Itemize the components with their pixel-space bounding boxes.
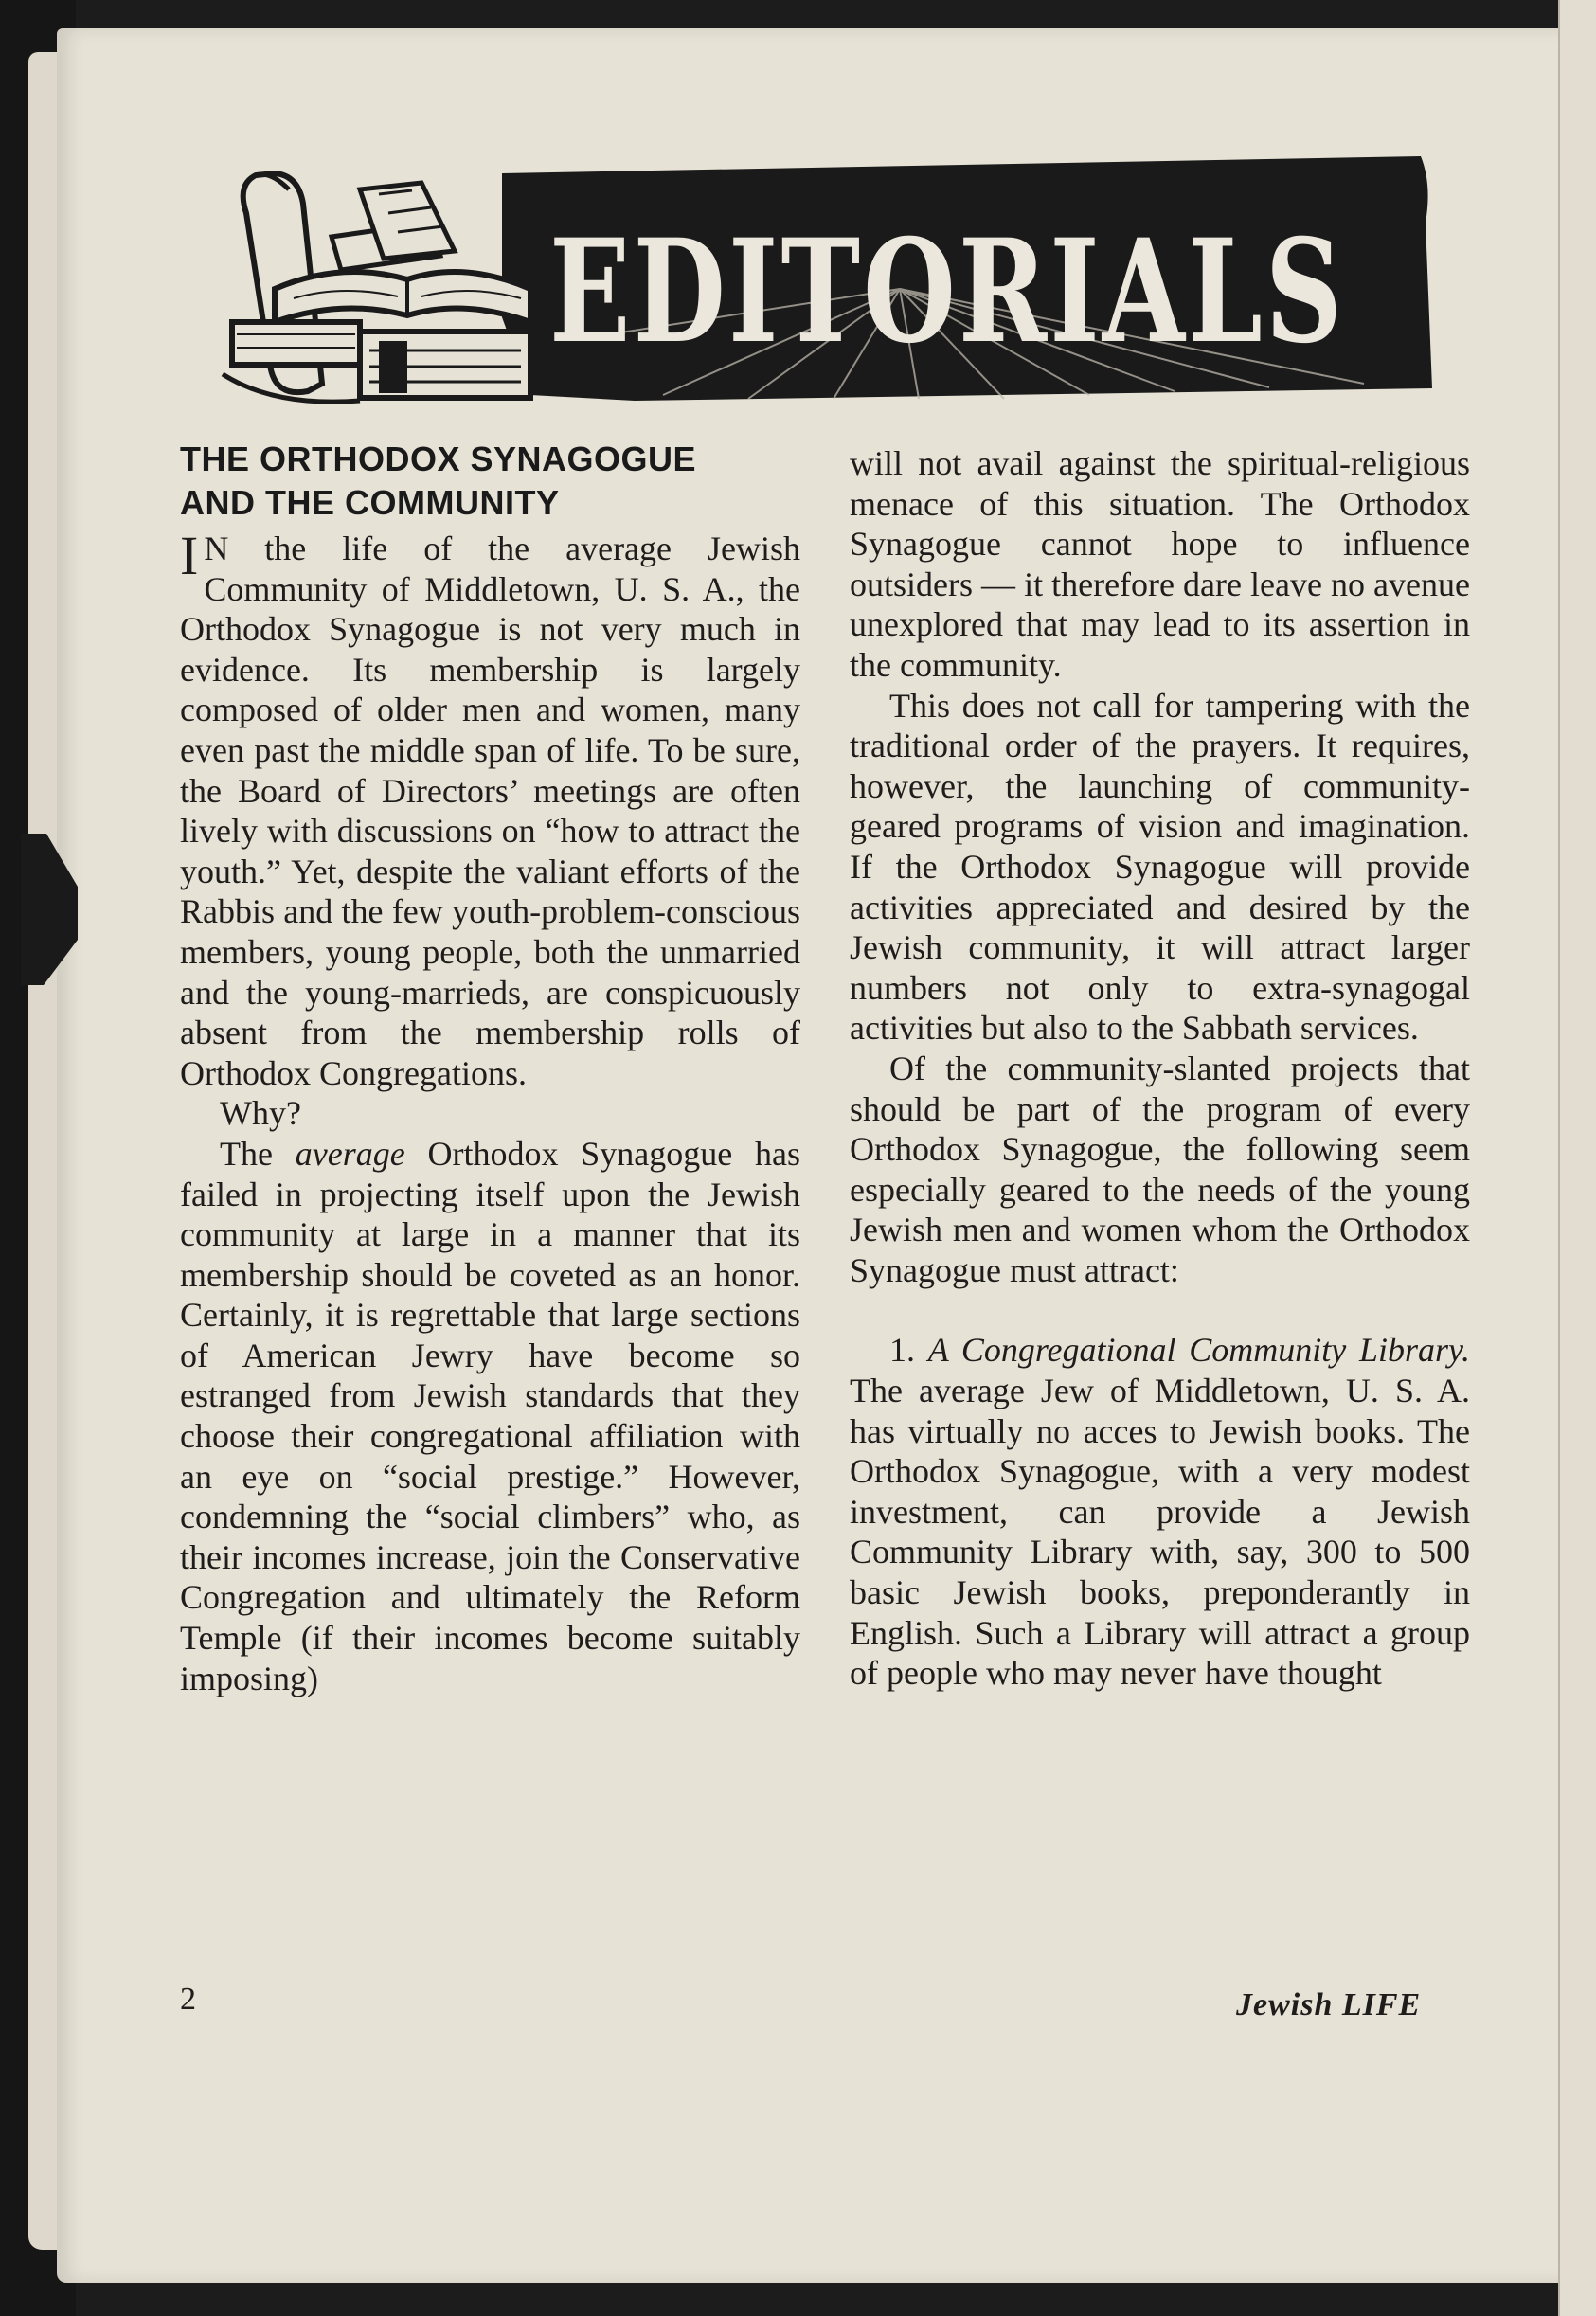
list-number: 1. bbox=[889, 1331, 928, 1370]
text-run: The bbox=[220, 1134, 296, 1173]
paragraph-projects: Of the community-slanted projects that should be part of the program of every Orthodox Synagogue, the following seem especially geared to the needs of the young Jewish men and women whom the Orthodox Synagogue must attract: bbox=[850, 1049, 1470, 1289]
paragraph-intro bbox=[180, 525, 800, 1093]
next-page-edge bbox=[1558, 0, 1596, 2316]
text-run: Orthodox Synagogue has failed in projecting itself upon the Jewish community at large in a manner that its membership should be coveted as an honor. Certainly, it is regrettable that large sections of American Jewry have become so estranged from Jewish standards that they choose their congregational affiliation with an eye on “social prestige.” However, condemning the “social climbers” who, as their incomes increase, join the Conservative Congregation and ultimately the Reform Temple (if their incomes become suitably imposing) bbox=[180, 1134, 800, 1697]
article-column-right bbox=[850, 443, 1470, 1694]
article-heading bbox=[180, 438, 800, 525]
paragraph-intro-text: N the life of the average Jewish Community of Middletown, U. S. A., the Orthodox Synagogue is not very much in evidence. Its membership is largely composed of older men and women, many even past the middle span of life. To be sure, the Board of Directors’ meetings are often lively with discussions on “how to attract the youth.” Yet, despite the valiant efforts of the Rabbis and the few youth-problem-conscious members, young people, both the unmarried and the young-marrieds, are conspicuously absent from the membership rolls of Orthodox Congregations. bbox=[180, 530, 800, 1092]
heading-line-1: THE ORTHODOX SYNAGOGUE bbox=[180, 440, 697, 478]
library-title: A Congregational Community Library. bbox=[927, 1331, 1470, 1370]
page-number: 2 bbox=[180, 1982, 196, 2017]
paragraph-tampering: This does not call for tampering with the traditional order of the prayers. It requires, however, the launching of community-geared programs of vision and imagination. If the Orthodox Synagogue will provide activities appreciated and desired by the Jewish community, it will attract larger numbers not only to extra-synagogal activities but also to the Sabbath services. bbox=[850, 686, 1470, 1048]
publication-name: Jewish LIFE bbox=[1236, 1987, 1422, 2022]
drop-cap: I bbox=[180, 525, 199, 586]
paragraph-library bbox=[850, 1330, 1470, 1693]
article-column-left bbox=[180, 438, 800, 1698]
editorials-banner bbox=[218, 147, 1449, 422]
emphasis-average: average bbox=[295, 1134, 405, 1173]
heading-line-2: AND THE COMMUNITY bbox=[180, 483, 560, 522]
paragraph-why: Why? bbox=[220, 1094, 301, 1133]
books-scroll-illustration bbox=[223, 173, 530, 402]
paragraph-continuation: will not avail against the spiritual-religious menace of this situation. The Orthodox Synagogue cannot hope to influence outsiders — it therefore dare leave no avenue unexplored that may lead to its assertion in the community. bbox=[850, 444, 1470, 684]
banner-title: EDITORIALS bbox=[549, 208, 1345, 375]
text-run: The average Jew of Middletown, U. S. A. has virtually no acces to Jewish books. The Orthodox Synagogue, with a very modest investment, can provide a Jewish Community Library with, say, 300 to 500 basic Jewish books, preponderantly in English. Such a Library will attract a group of people who may never have thought bbox=[850, 1372, 1470, 1693]
paragraph-average bbox=[180, 1134, 800, 1698]
spacer bbox=[850, 1290, 1470, 1330]
